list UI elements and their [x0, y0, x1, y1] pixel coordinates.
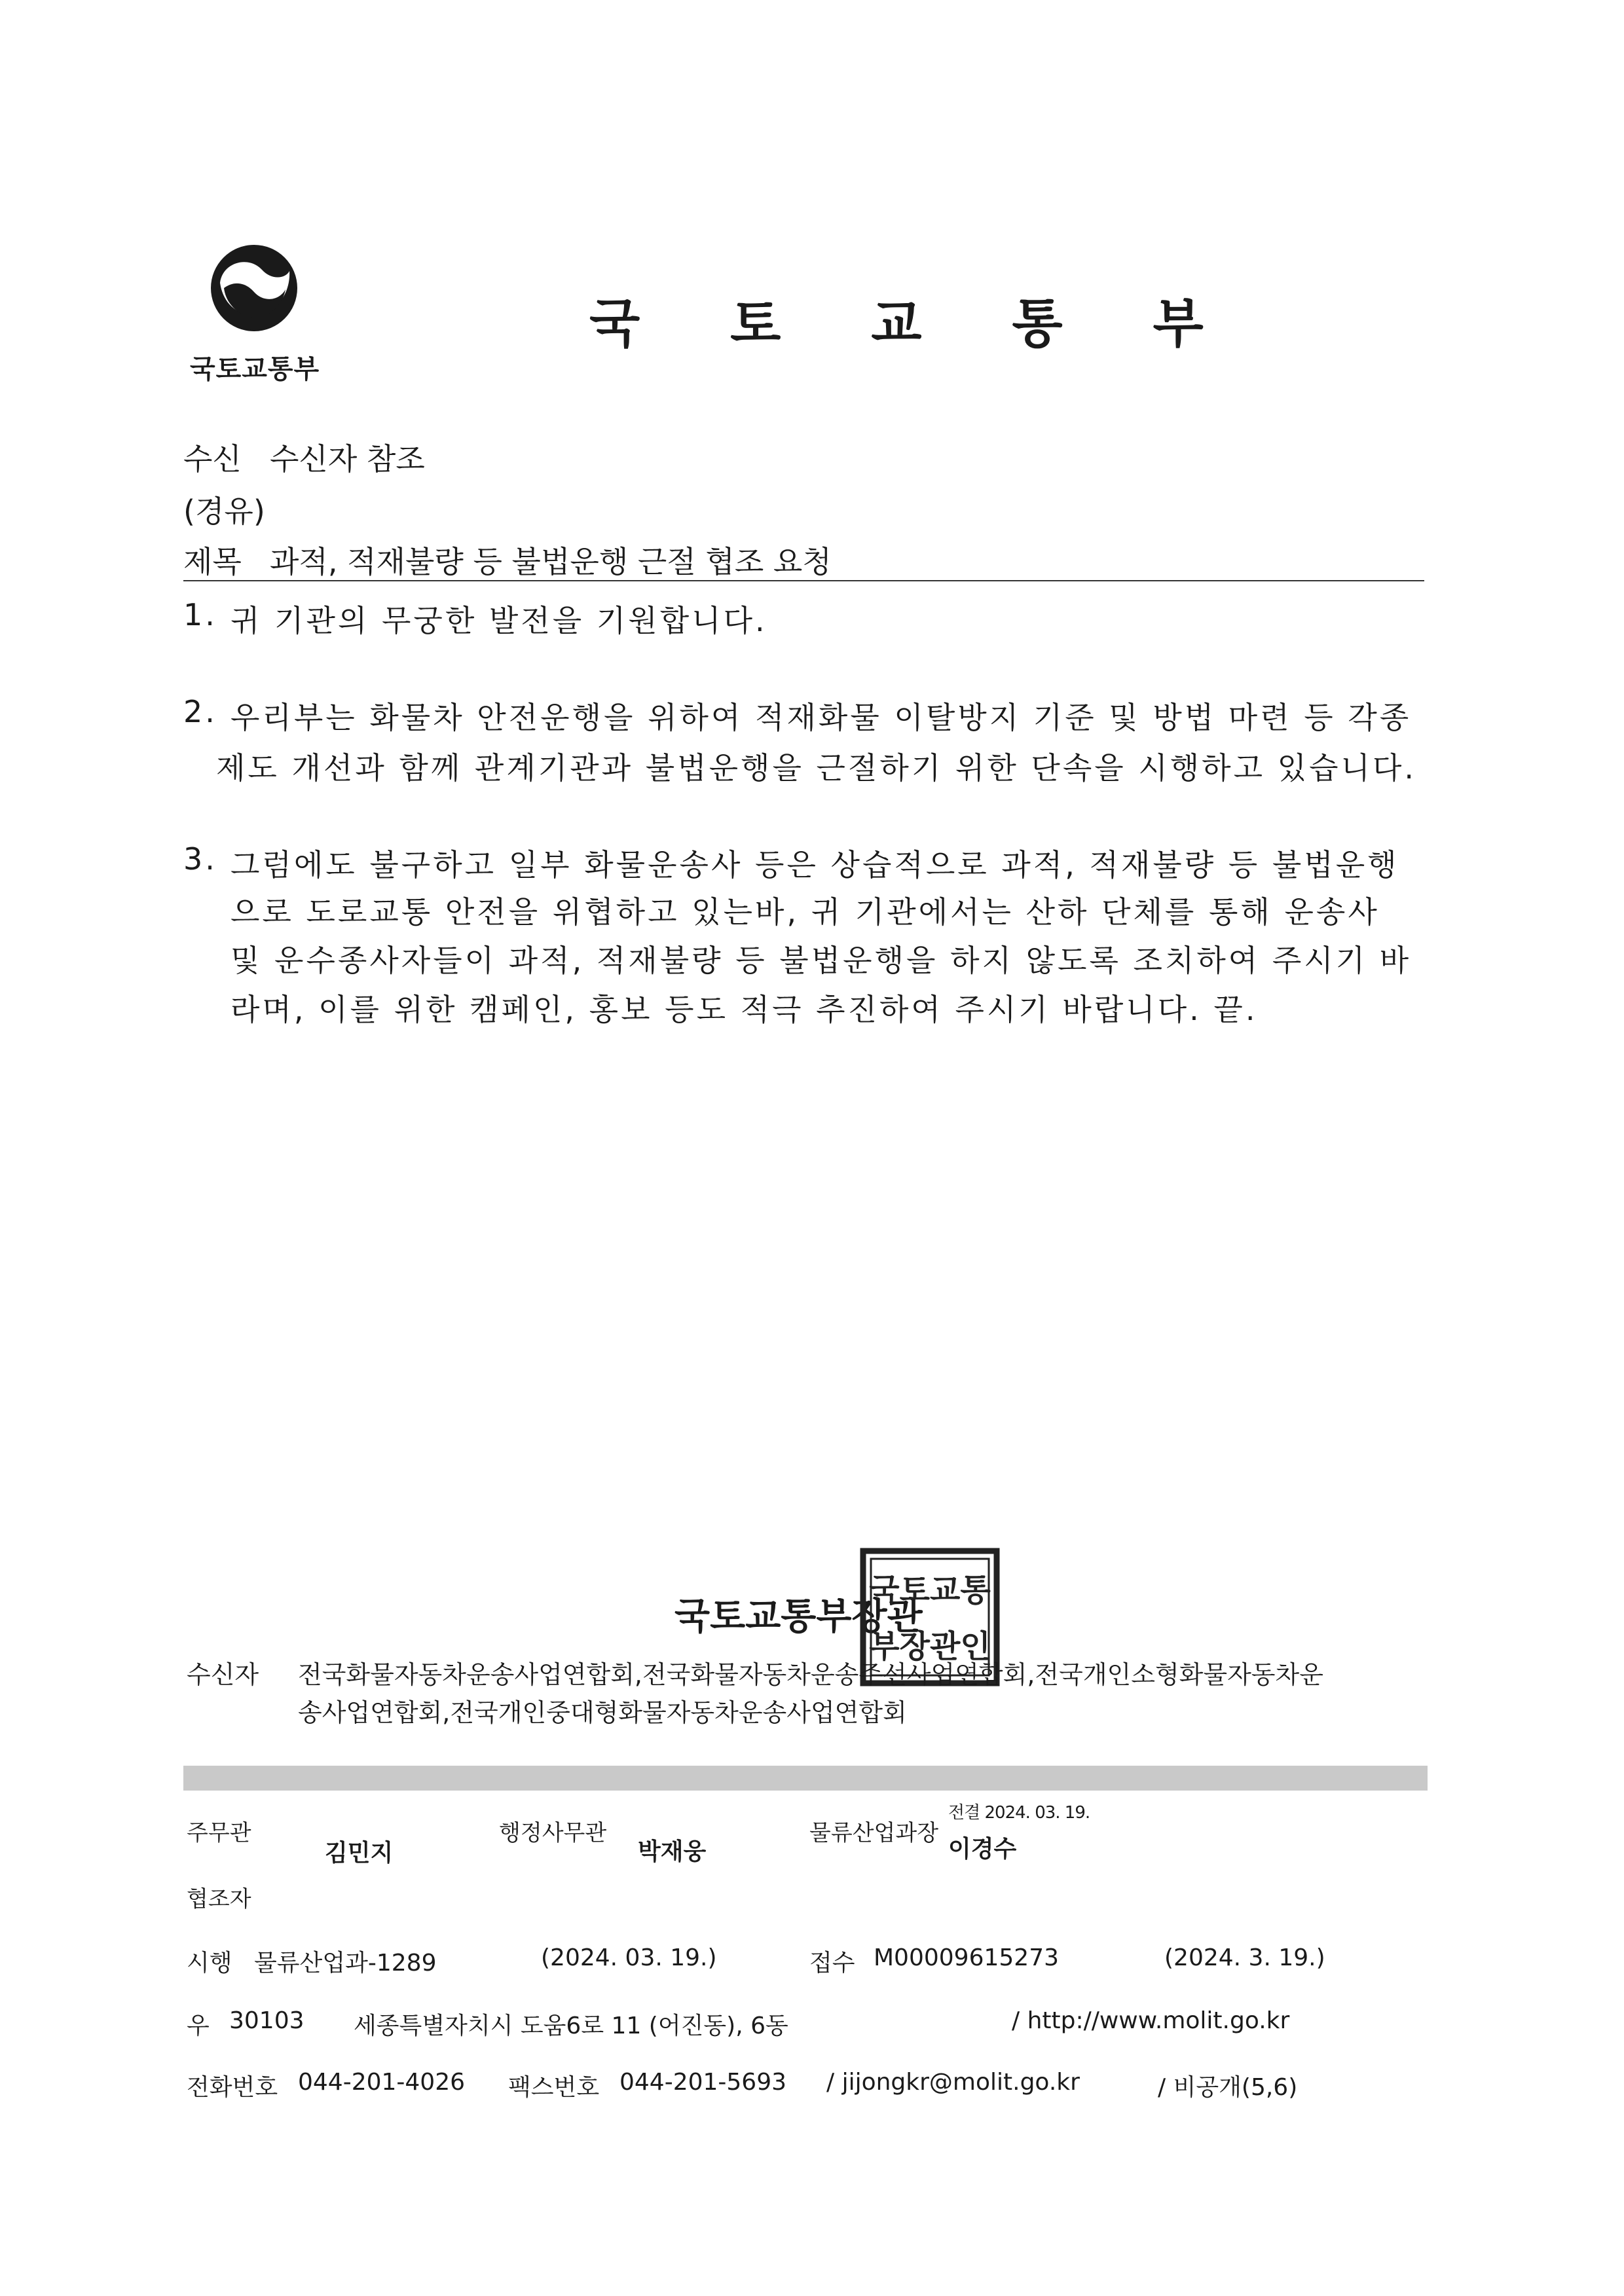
section-divider-bar: [183, 1766, 1428, 1791]
paragraph-line: 귀 기관의 무궁한 발전을 기원합니다.: [231, 603, 767, 638]
ministry-title: 국 토 교 통 부: [589, 293, 1240, 354]
recipient-label: 수신: [183, 441, 242, 477]
receipt-date: (2024. 3. 19.): [1164, 1944, 1325, 1971]
paragraph-line: 으로 도로교통 안전을 위협하고 있는바, 귀 기관에서는 산하 단체를 통해 운송사: [231, 894, 1380, 930]
admin-name: 박재웅: [638, 1838, 707, 1865]
recipients-line: 전국화물자동차운송사업연합회,전국화물자동차운송주선사업연합회,전국개인소형화물자동차운: [298, 1660, 1323, 1689]
taegeuk-emblem-icon: [208, 242, 300, 334]
cooperator-label: 협조자: [187, 1886, 251, 1912]
fax-label: 팩스번호: [508, 2074, 600, 2101]
via-label: (경유): [183, 494, 265, 529]
via-field: [183, 488, 265, 531]
phone-label: 전화번호: [187, 2074, 278, 2101]
email-link[interactable]: / jijongkr@molit.go.kr: [826, 2069, 1080, 2096]
address: 세종특별자치시 도움6로 11 (어진동), 6동: [354, 2013, 788, 2039]
recipient-value: 수신자 참조: [270, 441, 425, 477]
item-number: 3.: [183, 841, 217, 877]
enforcement-number: 물류산업과-1289: [254, 1950, 437, 1977]
svg-text:부장관인: 부장관인: [869, 1628, 991, 1665]
paragraph-line: 제도 개선과 함께 관계기관과 불법운행을 근절하기 위한 단속을 시행하고 있습니다.: [216, 750, 1417, 786]
paragraph-line: 우리부는 화물차 안전운행을 위하여 적재화물 이탈방지 기준 및 방법 마련 등 각종: [231, 700, 1412, 735]
paragraph-line: 및 운수종사자들이 과적, 적재불량 등 불법운행을 하지 않도록 조치하여 주시기 바: [231, 943, 1412, 978]
approval-stamp: 전결 2024. 03. 19.: [948, 1803, 1090, 1823]
receipt-number: M00009615273: [874, 1944, 1060, 1971]
recipient-field: [183, 435, 425, 479]
website-link[interactable]: / http://www.molit.go.kr: [1012, 2007, 1290, 2034]
receipt-label: 접수: [809, 1950, 855, 1977]
header-divider: [183, 580, 1424, 581]
svg-text:국토교통: 국토교통: [869, 1572, 991, 1609]
subject-field: [183, 538, 832, 581]
recipients-line: 송사업연합회,전국개인중대형화물자동차운송사업연합회: [298, 1698, 907, 1727]
postal-label: 우: [187, 2013, 210, 2039]
enforcement-date: (2024. 03. 19.): [541, 1944, 717, 1971]
fax-number: 044-201-5693: [619, 2069, 787, 2096]
disclosure-status: / 비공개(5,6): [1158, 2074, 1298, 2101]
phone-number: 044-201-4026: [298, 2069, 466, 2096]
paragraph-line: 그럼에도 불구하고 일부 화물운송사 등은 상습적으로 과적, 적재불량 등 불법운행: [231, 847, 1399, 883]
item-number: 1.: [183, 597, 217, 632]
subject-label: 제목: [183, 544, 242, 579]
recipients-label: 수신자: [187, 1660, 259, 1689]
admin-label: 행정사무관: [499, 1820, 607, 1846]
item-number: 2.: [183, 694, 217, 729]
officer-name: 김민지: [325, 1840, 394, 1867]
logo-text: 국토교통부: [190, 354, 320, 384]
director-name: 이경수: [948, 1836, 1017, 1863]
enforcement-label: 시행: [187, 1950, 232, 1977]
officer-label: 주무관: [187, 1820, 251, 1846]
subject-value: 과적, 적재불량 등 불법운행 근절 협조 요청: [270, 544, 832, 579]
postal-code: 30103: [229, 2007, 304, 2034]
sender-title: 국토교통부장관: [674, 1595, 923, 1638]
paragraph-line: 라며, 이를 위한 캠페인, 홍보 등도 적극 추진하여 주시기 바랍니다. 끝.: [231, 992, 1258, 1027]
director-label: 물류산업과장: [809, 1820, 939, 1846]
